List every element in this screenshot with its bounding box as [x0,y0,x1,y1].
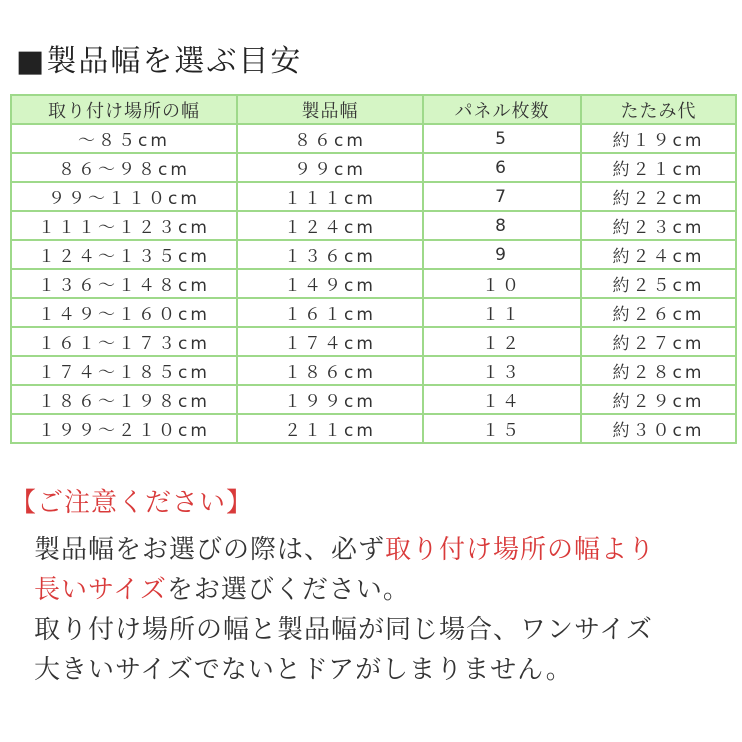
note-highlight: 取り付け場所の幅より [385,535,656,565]
table-body [11,124,736,443]
cell-product-width: １６１cm [237,298,423,327]
cell-mounting-width: １４９～１６０cm [11,298,237,327]
cell-panel-count: 9 [423,240,581,269]
note-highlight: 長いサイズ [34,575,167,605]
table-header-row [11,95,736,124]
header-folding-allowance: たたみ代 [581,95,736,124]
note-line-4: 大きいサイズでないとドアがしまりません。 [34,655,573,685]
note-text: をお選びください。 [166,575,410,605]
table-row [11,153,736,182]
note-line-1 [34,530,655,570]
cell-product-width: １１１cm [237,182,423,211]
cell-product-width: ８６cm [237,124,423,153]
cell-folding-allowance: 約２７cm [581,327,736,356]
cell-panel-count: 8 [423,211,581,240]
cell-folding-allowance: 約２８cm [581,356,736,385]
cell-product-width: １７４cm [237,327,423,356]
table-row [11,240,736,269]
cell-folding-allowance: 約１９cm [581,124,736,153]
cell-folding-allowance: 約２４cm [581,240,736,269]
cell-panel-count: １０ [423,269,581,298]
cell-product-width: １２４cm [237,211,423,240]
table-row [11,327,736,356]
cell-product-width: １３６cm [237,240,423,269]
cell-folding-allowance: 約２９cm [581,385,736,414]
cell-folding-allowance: 約２３cm [581,211,736,240]
cell-panel-count: １５ [423,414,581,443]
table-row [11,356,736,385]
page-title: ■製品幅を選ぶ目安 [16,44,303,79]
header-mounting-width: 取り付け場所の幅 [11,95,237,124]
header-panel-count: パネル枚数 [423,95,581,124]
cell-panel-count: 6 [423,153,581,182]
note-text: 製品幅をお選びの際は、必ず [34,535,386,565]
cell-mounting-width: １１１～１２３cm [11,211,237,240]
caution-notes [34,530,655,690]
table-row [11,211,736,240]
cell-panel-count: 5 [423,124,581,153]
table-row [11,298,736,327]
cell-folding-allowance: 約２６cm [581,298,736,327]
cell-mounting-width: ９９～１１０cm [11,182,237,211]
table-row [11,269,736,298]
note-line-2 [34,570,655,610]
table-row [11,414,736,443]
cell-folding-allowance: 約２５cm [581,269,736,298]
size-guide-table [10,94,737,444]
cell-mounting-width: ～８５cm [11,124,237,153]
cell-product-width: ２１１cm [237,414,423,443]
note-line-3: 取り付け場所の幅と製品幅が同じ場合、ワンサイズ [34,615,653,645]
header-product-width: 製品幅 [237,95,423,124]
cell-panel-count: １４ [423,385,581,414]
caution-heading: 【ご注意ください】 [10,488,254,518]
cell-mounting-width: １３６～１４８cm [11,269,237,298]
cell-mounting-width: ８６～９８cm [11,153,237,182]
cell-folding-allowance: 約３０cm [581,414,736,443]
table-row [11,124,736,153]
cell-panel-count: 7 [423,182,581,211]
cell-folding-allowance: 約２２cm [581,182,736,211]
table-row [11,385,736,414]
cell-mounting-width: １９９～２１０cm [11,414,237,443]
cell-product-width: ９９cm [237,153,423,182]
cell-mounting-width: １８６～１９８cm [11,385,237,414]
cell-folding-allowance: 約２１cm [581,153,736,182]
cell-product-width: １９９cm [237,385,423,414]
cell-mounting-width: １２４～１３５cm [11,240,237,269]
cell-panel-count: １２ [423,327,581,356]
cell-product-width: １４９cm [237,269,423,298]
cell-mounting-width: １６１～１７３cm [11,327,237,356]
table-row [11,182,736,211]
cell-panel-count: １３ [423,356,581,385]
cell-mounting-width: １７４～１８５cm [11,356,237,385]
cell-panel-count: １１ [423,298,581,327]
cell-product-width: １８６cm [237,356,423,385]
